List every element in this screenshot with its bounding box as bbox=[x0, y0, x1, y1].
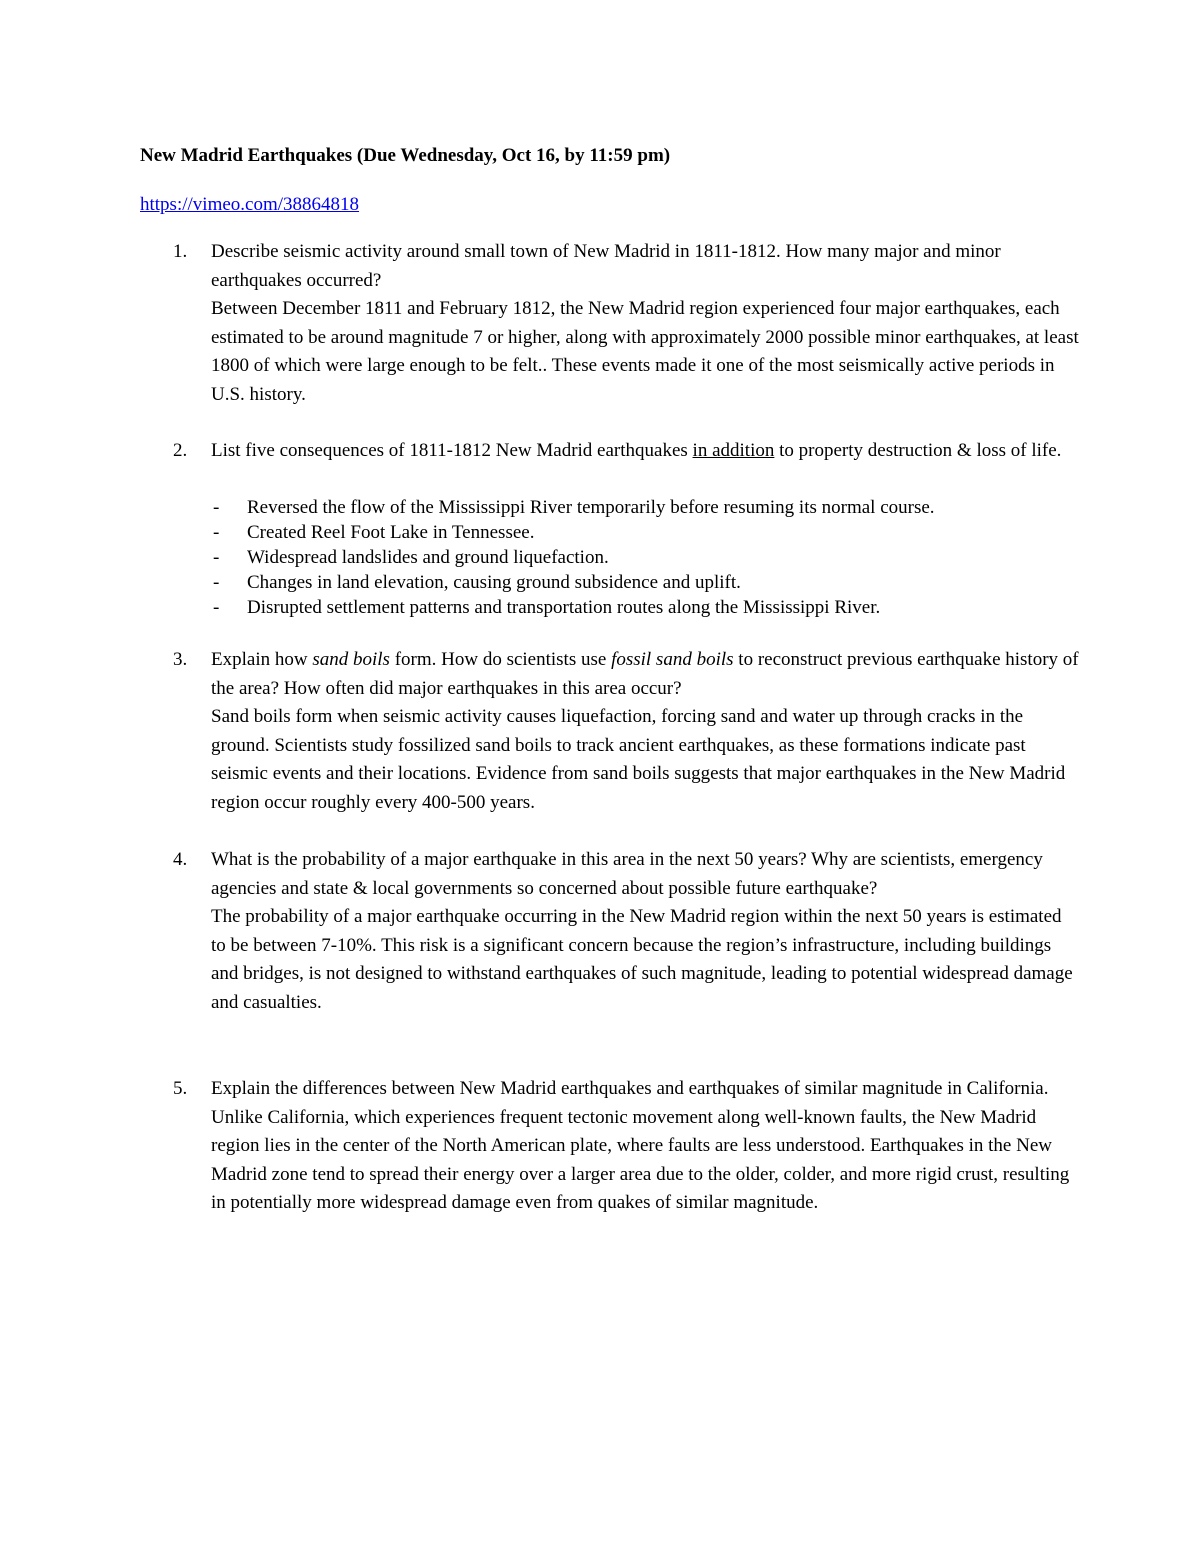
list-item bbox=[211, 570, 1091, 595]
question-number: 3. bbox=[173, 649, 188, 670]
emphasis-underlined: in addition bbox=[692, 440, 775, 461]
answer-text: The probability of a major earthquake occurring in the New Madrid region within the next 50 years is estimated to be between 7-10%. This risk is a significant concern because the region’s infrastructure, including buildings and bridges, is not designed to withstand earthquakes of such magnitude, leading to potential widespread damage and casualties. bbox=[211, 906, 1073, 1013]
emphasis-italic: fossil sand boils bbox=[611, 649, 734, 670]
question-text: What is the probability of a major earthquake in this area in the next 50 years? Why are scientists, emergency agencies and state & local governments so concerned about possible future earthquake? bbox=[211, 849, 1043, 899]
question-text: Explain the differences between New Madrid earthquakes and earthquakes of similar magnitude in California. bbox=[211, 1078, 1049, 1099]
question-text-part: List five consequences of 1811-1812 New Madrid earthquakes bbox=[211, 440, 693, 461]
question-text-part: to property destruction & loss of life. bbox=[774, 440, 1062, 461]
question-number: 1. bbox=[173, 241, 188, 262]
document-title: New Madrid Earthquakes (Due Wednesday, Oct 16, by 11:59 pm) bbox=[140, 145, 671, 166]
list-item-text: Changes in land elevation, causing ground subsidence and uplift. bbox=[247, 572, 741, 593]
bullet-marker: - bbox=[213, 572, 220, 593]
question-body bbox=[211, 646, 1081, 817]
bullet-marker: - bbox=[213, 497, 220, 518]
list-item-text: Disrupted settlement patterns and transportation routes along the Mississippi River. bbox=[247, 597, 881, 618]
question-text-part: form. How do scientists use bbox=[389, 649, 612, 670]
list-item-text: Created Reel Foot Lake in Tennessee. bbox=[247, 522, 535, 543]
answer-text: Sand boils form when seismic activity causes liquefaction, forcing sand and water up through cracks in the ground. Scientists study fossilized sand boils to track ancient earthquakes, as these formations indicate past seismic events and their locations. Evidence from sand boils suggests that major earthquakes in the New Madrid region occur roughly every 400-500 years. bbox=[211, 706, 1066, 813]
bullet-marker: - bbox=[213, 522, 220, 543]
question-number: 5. bbox=[173, 1078, 188, 1099]
question-number: 2. bbox=[173, 440, 188, 461]
answer-text: Between December 1811 and February 1812, the New Madrid region experienced four major earthquakes, each estimated to be around magnitude 7 or higher, along with approximately 2000 possible minor earthquakes, at least 1800 of which were large enough to be felt.. These events made it one of the most seismically active periods in U.S. history. bbox=[211, 298, 1079, 405]
answer-text: Unlike California, which experiences frequent tectonic movement along well-known faults, the New Madrid region lies in the center of the North American plate, where faults are less understood. Earthquakes in the New Madrid zone tend to spread their energy over a larger area due to the older, colder, and more rigid crust, resulting in potentially more widespread damage even from quakes of similar magnitude. bbox=[211, 1106, 1070, 1213]
question-text-part: Explain how bbox=[211, 649, 313, 670]
list-item bbox=[211, 520, 1091, 545]
question-text bbox=[211, 437, 1081, 466]
list-item-text: Widespread landslides and ground liquefaction. bbox=[247, 547, 609, 568]
question-number: 4. bbox=[173, 849, 188, 870]
question-text bbox=[211, 646, 1081, 703]
question-body bbox=[211, 238, 1081, 409]
consequence-list bbox=[211, 495, 1091, 620]
list-item bbox=[211, 595, 1091, 620]
bullet-marker: - bbox=[213, 597, 220, 618]
emphasis-italic: sand boils bbox=[312, 649, 390, 670]
question-body bbox=[211, 1075, 1081, 1218]
list-item-text: Reversed the flow of the Mississippi River temporarily before resuming its normal course. bbox=[247, 497, 935, 518]
question-text-part: to reconstruct previous earthquake history of the area? How often did major earthquakes in this area occur? bbox=[211, 649, 1079, 699]
question-body bbox=[211, 437, 1081, 466]
bullet-marker: - bbox=[213, 547, 220, 568]
video-link[interactable]: https://vimeo.com/38864818 bbox=[140, 194, 360, 215]
question-body bbox=[211, 846, 1081, 1017]
list-item bbox=[211, 495, 1091, 520]
question-text: Describe seismic activity around small town of New Madrid in 1811-1812. How many major and minor earthquakes occurred? bbox=[211, 241, 1001, 291]
list-item bbox=[211, 545, 1091, 570]
